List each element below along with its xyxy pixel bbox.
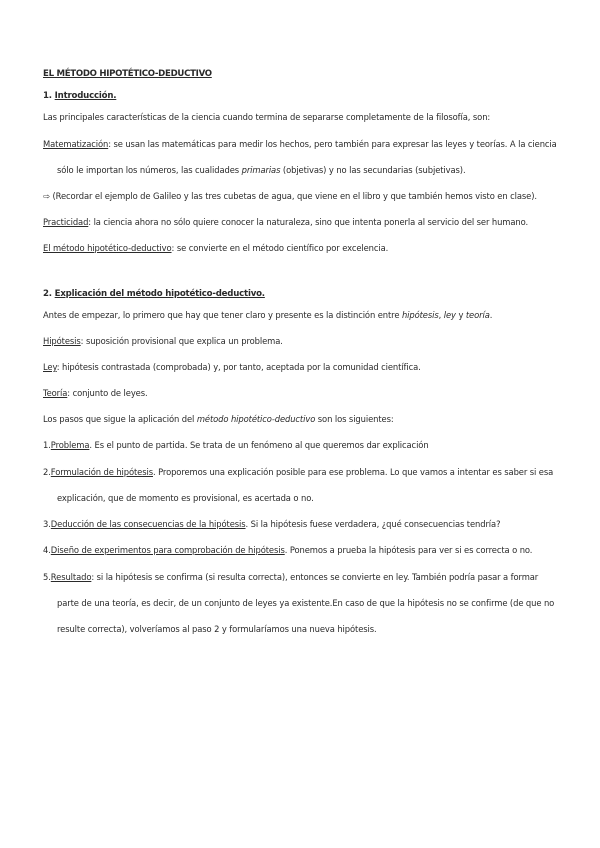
steps-intro-b: son los siguientes: — [315, 414, 394, 424]
section-2-heading — [43, 288, 565, 301]
step-text: . Proporemos una explicación posible para ese problema. Lo que vamos a intentar es saber si esa — [152, 467, 554, 477]
document-title: EL MÉTODO HIPOTÉTICO-DEDUCTIVO — [43, 69, 212, 79]
step-text: . Si la hipótesis fuese verdadera, ¿qué consecuencias tendría? — [245, 519, 501, 529]
step-3 — [43, 518, 565, 531]
steps-intro-a: Los pasos que sigue la aplicación del — [43, 414, 197, 424]
section-1-number: 1. — [43, 91, 52, 101]
section-1-title: Introducción. — [54, 91, 117, 101]
step-1 — [43, 439, 565, 452]
ley-term: Ley — [43, 362, 57, 372]
intro-ley: ley — [443, 310, 456, 320]
step-text-continued: explicación, que de momento es provisional, es acertada o no. — [57, 493, 314, 503]
intro-hipotesis: hipótesis — [401, 310, 439, 320]
matematizacion-term: Matematización — [43, 139, 109, 149]
intro-text-d: . — [489, 310, 493, 320]
step-5 — [43, 564, 565, 642]
section-1-intro: Las principales características de la ciencia cuando termina de separarse completamente de la filosofía, son: — [43, 112, 491, 122]
step-term: Problema — [50, 440, 90, 450]
step-number: 5. — [43, 572, 51, 582]
hipotesis-term: Hipótesis — [43, 336, 81, 346]
matematizacion-text-2c: (objetivas) y no las secundarias (subjetivas). — [280, 165, 466, 175]
intro-text-a: Antes de empezar, lo primero que hay que tener claro y presente es la distinción entre — [43, 310, 402, 320]
section-1-heading — [43, 90, 565, 103]
document-content — [43, 68, 565, 649]
matematizacion-text-1: : se usan las matemáticas para medir los hechos, pero también para expresar las leyes y teorías. A la ciencia — [108, 139, 557, 149]
step-term: Formulación de hipótesis — [50, 467, 153, 477]
teoria-term: Teoría — [43, 388, 68, 398]
section-2-title: Explicación del método hipotético-deductivo. — [54, 289, 265, 299]
step-4 — [43, 544, 565, 557]
step-number: 3. — [43, 519, 51, 529]
matematizacion-primarias: primarias — [241, 165, 281, 175]
step-number: 2. — [43, 467, 51, 477]
step-2 — [43, 459, 565, 511]
step-number: 4. — [43, 545, 51, 555]
practicidad-text: : la ciencia ahora no sólo quiere conocer la naturaleza, sino que intenta ponerla al servicio del ser humano. — [88, 217, 529, 227]
ley-text: : hipótesis contrastada (comprobada) y, por tanto, aceptada por la comunidad científica. — [56, 362, 421, 372]
step-text-continued: parte de una teoría, es decir, de un conjunto de leyes ya existente.En caso de que la hipótesis no se confirme (de que no — [57, 598, 555, 608]
hipotesis-text: : suposición provisional que explica un problema. — [80, 336, 283, 346]
section-2-number: 2. — [43, 289, 52, 299]
step-term: Resultado — [50, 572, 92, 582]
matematizacion-text-2a: sólo le importan los números, las cualidades — [57, 165, 242, 175]
hipotesis-definition — [43, 335, 565, 348]
step-text-continued-2: resulte correcta), volveríamos al paso 2 y formularíamos una nueva hipótesis. — [57, 624, 377, 634]
step-text: . Es el punto de partida. Se trata de un fenómeno al que queremos dar explicación — [89, 440, 429, 450]
steps-intro — [43, 413, 565, 426]
metodo-paragraph — [43, 242, 565, 255]
practicidad-paragraph — [43, 216, 565, 229]
step-term: Diseño de experimentos para comprobación de hipótesis — [50, 545, 285, 555]
step-term: Deducción de las consecuencias de la hipótesis — [50, 519, 246, 529]
intro-text-c: y — [455, 310, 466, 320]
ley-definition — [43, 361, 565, 374]
practicidad-term: Practicidad — [43, 217, 89, 227]
matematizacion-paragraph — [43, 131, 565, 183]
teoria-definition — [43, 387, 565, 400]
step-text: . Ponemos a prueba la hipótesis para ver si es correcta o no. — [284, 545, 533, 555]
teoria-text: : conjunto de leyes. — [67, 388, 148, 398]
matematizacion-cont — [43, 165, 466, 175]
step-text: : si la hipótesis se confirma (si resulta correcta), entonces se convierte en ley. También podría pasar a formar — [91, 572, 539, 582]
steps-intro-italic: método hipotético-deductivo — [196, 414, 316, 424]
intro-teoria: teoría — [465, 310, 490, 320]
step-number: 1. — [43, 440, 51, 450]
metodo-term: El método hipotético-deductivo — [43, 243, 172, 253]
galileo-note: ⇨ (Recordar el ejemplo de Galileo y las tres cubetas de agua, que viene en el libro y que también hemos visto en clase). — [43, 191, 537, 201]
intro-text-b: , — [438, 310, 444, 320]
metodo-text: : se convierte en el método científico por excelencia. — [171, 243, 389, 253]
section-2-intro — [43, 309, 565, 322]
